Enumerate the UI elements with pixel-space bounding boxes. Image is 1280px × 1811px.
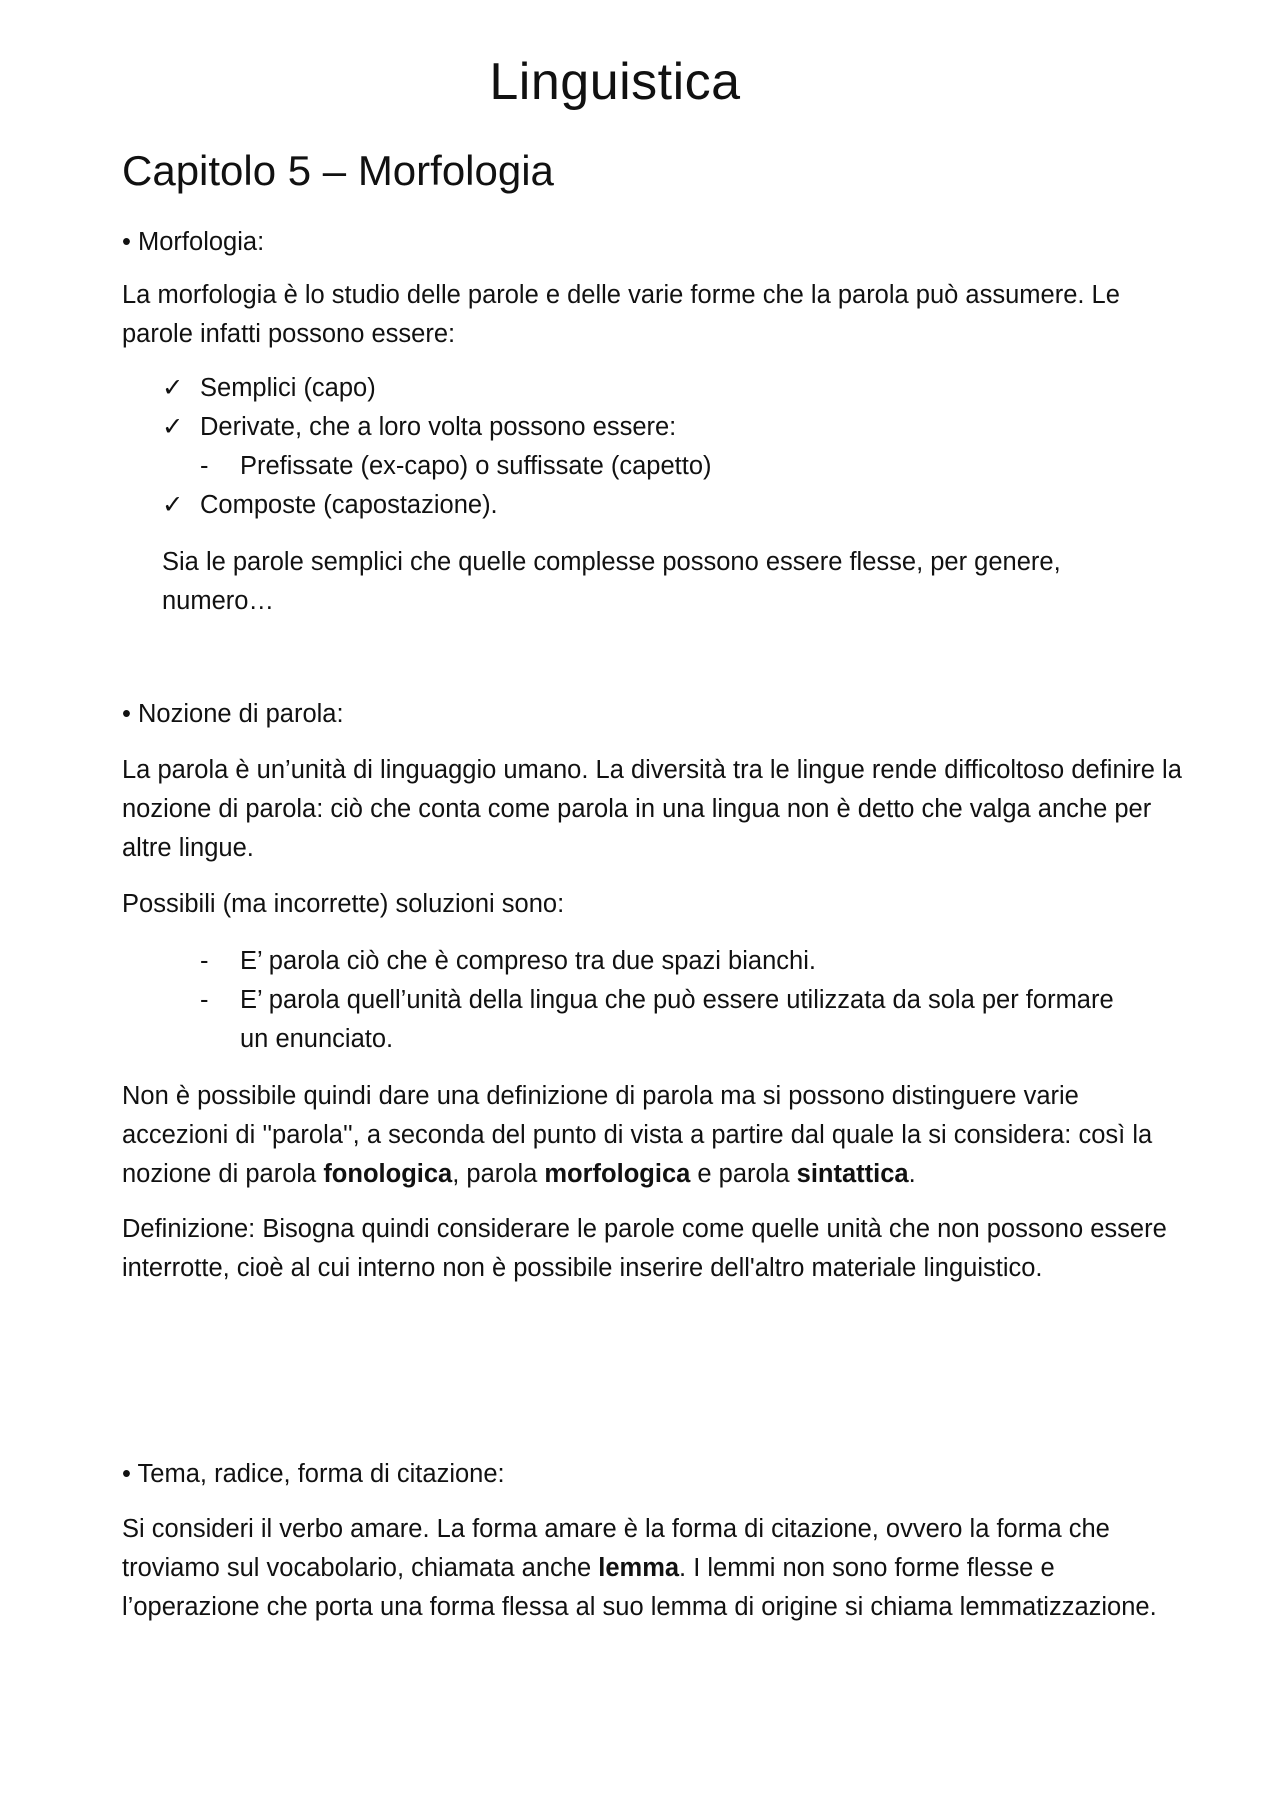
dash-icon: - [200, 452, 209, 480]
list-item: - E’ parola quell’unità della lingua che può essere utilizzata da sola per formare un enunciato. [200, 981, 1120, 1059]
paragraph-nozione-1: La parola è un’unità di linguaggio umano. La diversità tra le lingue rende difficoltoso definire la nozione di parola: ciò che conta come parola in una lingua non è detto che valga anche per altre lingue. [122, 756, 1182, 862]
dash-icon: - [200, 986, 209, 1014]
sub-list-item: - Prefissate (ex-capo) o suffissate (capetto) [200, 447, 1120, 486]
check-icon: ✓ [162, 413, 184, 441]
list-item: ✓ Composte (capostazione). [162, 486, 498, 525]
paragraph-nozione-2: Possibili (ma incorrette) soluzioni sono: [122, 890, 565, 918]
term-fonologica: fonologica [323, 1160, 453, 1188]
check-icon: ✓ [162, 491, 184, 519]
check-icon: ✓ [162, 374, 184, 402]
term-morfologica: morfologica [544, 1160, 691, 1188]
paragraph-morfologia-intro: La morfologia è lo studio delle parole e delle varie forme che la parola può assumere. Le parole infatti possono essere: [122, 281, 1120, 348]
list-item: ✓ Derivate, che a loro volta possono essere: [162, 408, 676, 447]
section-heading-tema: • Tema, radice, forma di citazione: [122, 1460, 505, 1488]
section-heading-nozione: • Nozione di parola: [122, 700, 344, 728]
list-item: ✓ Semplici (capo) [162, 369, 376, 408]
paragraph-tema: Si consideri il verbo amare. La forma amare è la forma di citazione, ovvero la forma che troviamo sul vocabolario, chiamata anche lemma. I lemmi non sono forme flesse e l’operazione che porta una forma flessa al suo lemma di origine si chiama lemmatizzazione. [122, 1515, 1157, 1621]
term-sintattica: sintattica [796, 1160, 909, 1188]
paragraph-nozione-3: Non è possibile quindi dare una definizione di parola ma si possono distinguere varie accezioni di ''parola'', a seconda del punto di vista a partire dal quale la si considera: così la nozione di parola fonologica, parola morfologica e parola sintattica. [122, 1082, 1153, 1188]
paragraph-morfologia-flesse: Sia le parole semplici che quelle complesse possono essere flesse, per genere, numero… [162, 548, 1061, 615]
list-item: - E’ parola ciò che è compreso tra due spazi bianchi. [200, 942, 1120, 981]
dash-icon: - [200, 947, 209, 975]
chapter-heading: Capitolo 5 – Morfologia [122, 147, 554, 194]
paragraph-definizione: Definizione: Bisogna quindi considerare le parole come quelle unità che non possono essere interrotte, cioè al cui interno non è possibile inserire dell'altro materiale linguistico. [122, 1215, 1167, 1282]
document-title: Linguistica [489, 53, 741, 111]
term-lemma: lemma [598, 1554, 680, 1582]
section-heading-morfologia: • Morfologia: [122, 228, 265, 256]
